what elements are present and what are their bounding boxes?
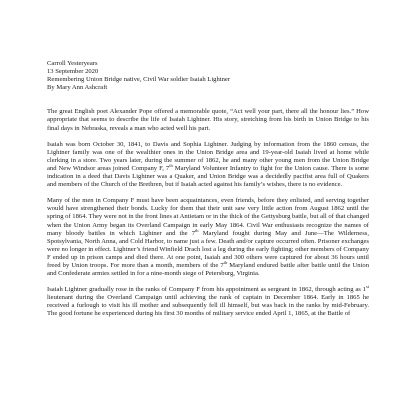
paragraph: Many of the men in Company F must have been acquaintances, even friends, before they enlisted, and serving together would have strengthened their bonds. Lucky for them that their unit saw very little action from August 1862 until the spring of 1864. They were not in the front lines at Antietam or in the thick of the Gettysburg battle, but all of that changed when the Union Army began its Overland Campaign in early May 1864. Civil War enthusiasts recognize the names of many bloody battles in which Lightner and the 7th Maryland fought during May and June—The Wilderness, Spotsylvania, North Anna, and Cold Harbor, to name just a few. Death and/or capture occurred often. Prisoner exchanges were no longer in effect. Lightner’s friend Winfield Drach lost a leg during the early fighting; other members of Company F ended up in prison camps and died there. At one point, Isaiah and 300 others were captured for about 36 hours until freed by Union troops. For more than a month, members of the 7th Maryland endured battle after battle until the Union and Confederate armies settled in for a nine-month siege of Petersburg, Virginia. [47, 197, 370, 278]
article-title: Remembering Union Bridge native, Civil War soldier Isaiah Lightner [47, 76, 231, 84]
article-date: 13 September 2020 [47, 68, 99, 76]
paragraph: The great English poet Alexander Pope offered a memorable quote, “Act well your part, there all the honour lies.” How appropriate that seems to describe the life of Isaiah Lightner. His story, stretching from his birth in Union Bridge to his final days in Nebraska, reveals a man who acted well his part. [47, 108, 369, 132]
paragraph: Isaiah was born October 30, 1841, to Davis and Sophia Lightner. Judging by information from the 1860 census, the Lightner family was one of the wealthier ones in the Union Bridge area and 19-year-old Isaiah lived at home while clerking in a store. Two years later, during the summer of 1862, he and many other young men from the Union Bridge and New Windsor areas joined Company F, 7th Maryland Volunteer Infantry to fight for the Union cause. There is some indication in a deed that Davis Lightner was a Quaker, and Union Bridge was a decidedly pacifist area full of Quakers and members of the Church of the Brethren, but if Isaiah acted against his family’s wishes, there is no evidence. [47, 140, 369, 189]
article-byline: By Mary Ann Ashcraft [47, 84, 108, 92]
paragraph: Isaiah Lightner gradually rose in the ranks of Company F from his appointment as sergeant in 1862, through acting as 1st lieutenant during the Overland Campaign until achieving the rank of captain in December 1864. Early in 1865 he received a furlough to visit his ill mother and subsequently fell ill himself, but was back in the ranks by mid-February. The good fortune he experienced during his first 30 months of military service ended April 1, 1865, at the Battle of [47, 283, 369, 318]
column-name: Carroll Yesteryears [47, 60, 98, 67]
article [47, 60, 369, 319]
